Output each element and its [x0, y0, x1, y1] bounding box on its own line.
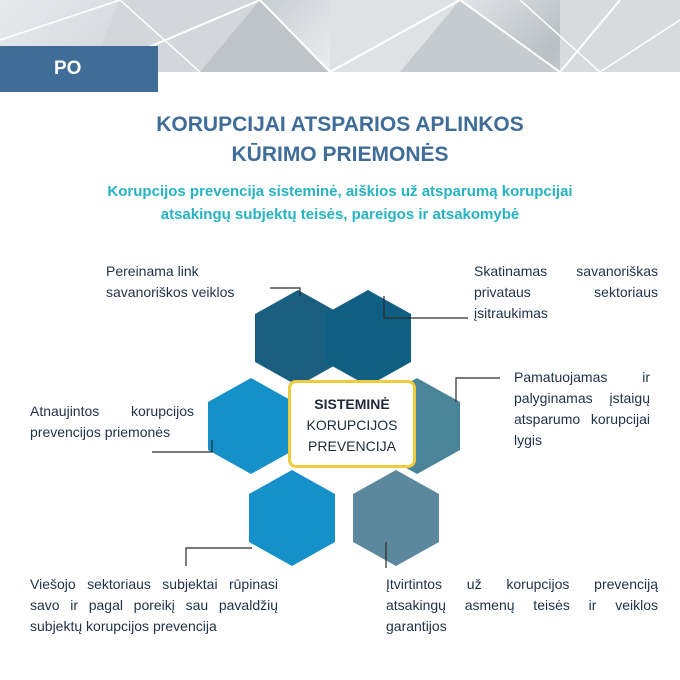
subtitle-line-1: Korupcijos prevencija sisteminė, aiškios už atsparumą korupcijai [107, 183, 573, 200]
hexagon-bottom-left [249, 470, 335, 566]
section-tag: PO [0, 46, 158, 92]
center-line-3: PREVENCIJA [308, 438, 396, 454]
center-line-2: KORUPCIJOS [306, 417, 398, 433]
note-mid-left: Atnaujintos korupcijos prevencijos priemonės [30, 403, 194, 440]
subtitle-line-2: atsakingų subjektų teisės, pareigos ir atsakomybė [160, 206, 520, 223]
center-label-box [288, 380, 416, 468]
note-bottom-left: Viešojo sektoriaus subjektai rūpinasi savo ir pagal poreikį sau pavaldžių subjektų korupcijos prevencija [30, 576, 278, 634]
hexagon-mid-left [208, 378, 294, 474]
note-bottom-right: Įtvirtintos už korupcijos prevenciją atsakingų asmenų teisės ir veiklos garantijos [386, 576, 658, 634]
connector-bottom-left [186, 548, 252, 566]
center-line-1: SISTEMINĖ [314, 396, 390, 412]
hexagon-bottom-right [353, 470, 439, 566]
hexagon-top-right [325, 290, 411, 386]
title-line-2: KŪRIMO PRIEMONĖS [231, 143, 449, 166]
note-top-right: Skatinamas savanoriškas privataus sektoriaus įsitraukimas [474, 263, 658, 321]
note-mid-right: Pamatuojamas ir palyginamas įstaigų atsparumo korupcijai lygis [514, 369, 650, 448]
connector-mid-right [456, 378, 500, 402]
title-line-1: KORUPCIJAI ATSPARIOS APLINKOS [156, 113, 524, 136]
note-top-left: Pereinama link savanoriškos veiklos [106, 263, 235, 300]
